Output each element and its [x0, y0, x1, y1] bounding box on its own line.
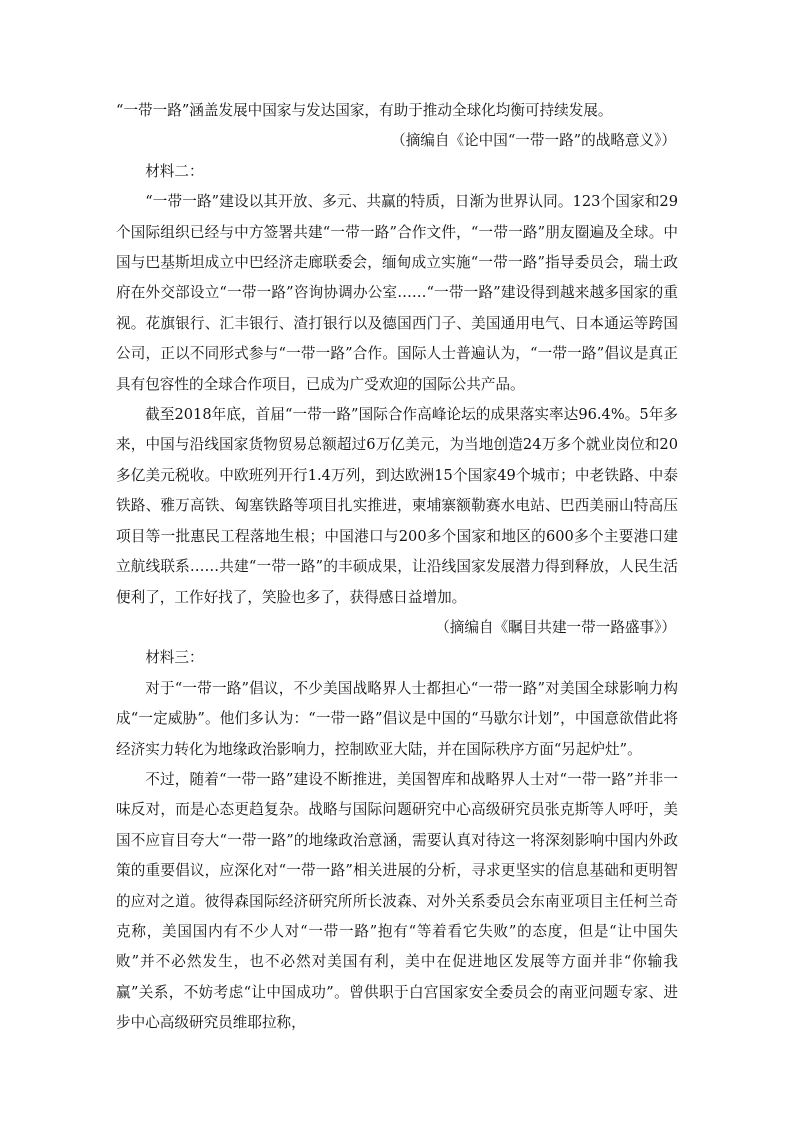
source-citation-2: （摘编自《瞩目共建一带一路盛事》） [435, 618, 676, 636]
paragraph-material-3-a: 对于“一带一路”倡议，不少美国战略界人士都担心“一带一路”对美国全球影响力构成“一定威胁”。他们多认为：“一带一路”倡议是中国的“马歇尔计划”，中国意欲借此将经济实力转化为地缘政治影响力，控制欧亚大陆，并在国际秩序方面“另起炉灶”。 [116, 679, 678, 758]
paragraph-material-3-b: 不过，随着“一带一路”建设不断推进，美国智库和战略界人士对“一带一路”并非一味反对，而是心态更趋复杂。战略与国际问题研究中心高级研究员张克斯等人呼吁，美国不应盲目夸大“一带一路”的地缘政治意涵，需要认真对待这一将深刻影响中国内外政策的重要倡议，应深化对“一带一路”相关进展的分析，寻求更坚实的信息基础和更明智的应对之道。彼得森国际经济研究所所长波森、对外关系委员会东南亚项目主任柯兰奇克称，美国国内有不少人对“一带一路”抱有“等着看它失败”的态度，但是“让中国失败”并不必然发生，也不必然对美国有利，美中在促进地区发展等方面并非“你输我赢”关系，不妨考虑“让中国成功”。曾供职于白宫国家安全委员会的南亚问题专家、进步中心高级研究员维耶拉称， [116, 770, 678, 1032]
paragraph-continuation: “一带一路”涵盖发展中国家与发达国家，有助于推动全球化均衡可持续发展。 [116, 102, 613, 119]
paragraph-material-2-b: 截至2018年底，首届“一带一路”国际合作高峰论坛的成果落实率达96.4%。5年多来，中国与沿线国家货物贸易总额超过6万亿美元，为当地创造24万多个就业岗位和20多亿美元税收。中欧班列开行1.4万列，到达欧洲15个国家49个城市；中老铁路、中泰铁路、雅万高铁、匈塞铁路等项目扎实推进，柬埔寨额勒赛水电站、巴西美丽山特高压项目等一批惠民工程落地生根；中国港口与200多个国家和地区的600多个主要港口建立航线联系……共建“一带一路”的丰硕成果，让沿线国家发展潜力得到释放，人民生活便利了，工作好找了，笑脸也多了，获得感日益增加。 [116, 406, 678, 606]
section-heading-material-2: 材料二： [145, 162, 204, 180]
section-heading-material-3: 材料三： [145, 649, 204, 667]
source-citation-1: （摘编自《论中国“一带一路”的战略意义》） [391, 132, 676, 150]
document-page [116, 96, 678, 1039]
paragraph-material-2-a: “一带一路”建设以其开放、多元、共赢的特质，日渐为世界认同。123个国家和29个国际组织已经与中方签署共建“一带一路”合作文件，“一带一路”朋友圈遍及全球。中国与巴基斯坦成立中巴经济走廊联委会，缅甸成立实施“一带一路”指导委员会，瑞士政府在外交部设立“一带一路”咨询协调办公室……“一带一路”建设得到越来越多国家的重视。花旗银行、汇丰银行、渣打银行以及德国西门子、美国通用电气、日本通运等跨国公司，正以不同形式参与“一带一路”合作。国际人士普遍认为，“一带一路”倡议是真正具有包容性的全球合作项目，已成为广受欢迎的国际公共产品。 [116, 193, 678, 393]
